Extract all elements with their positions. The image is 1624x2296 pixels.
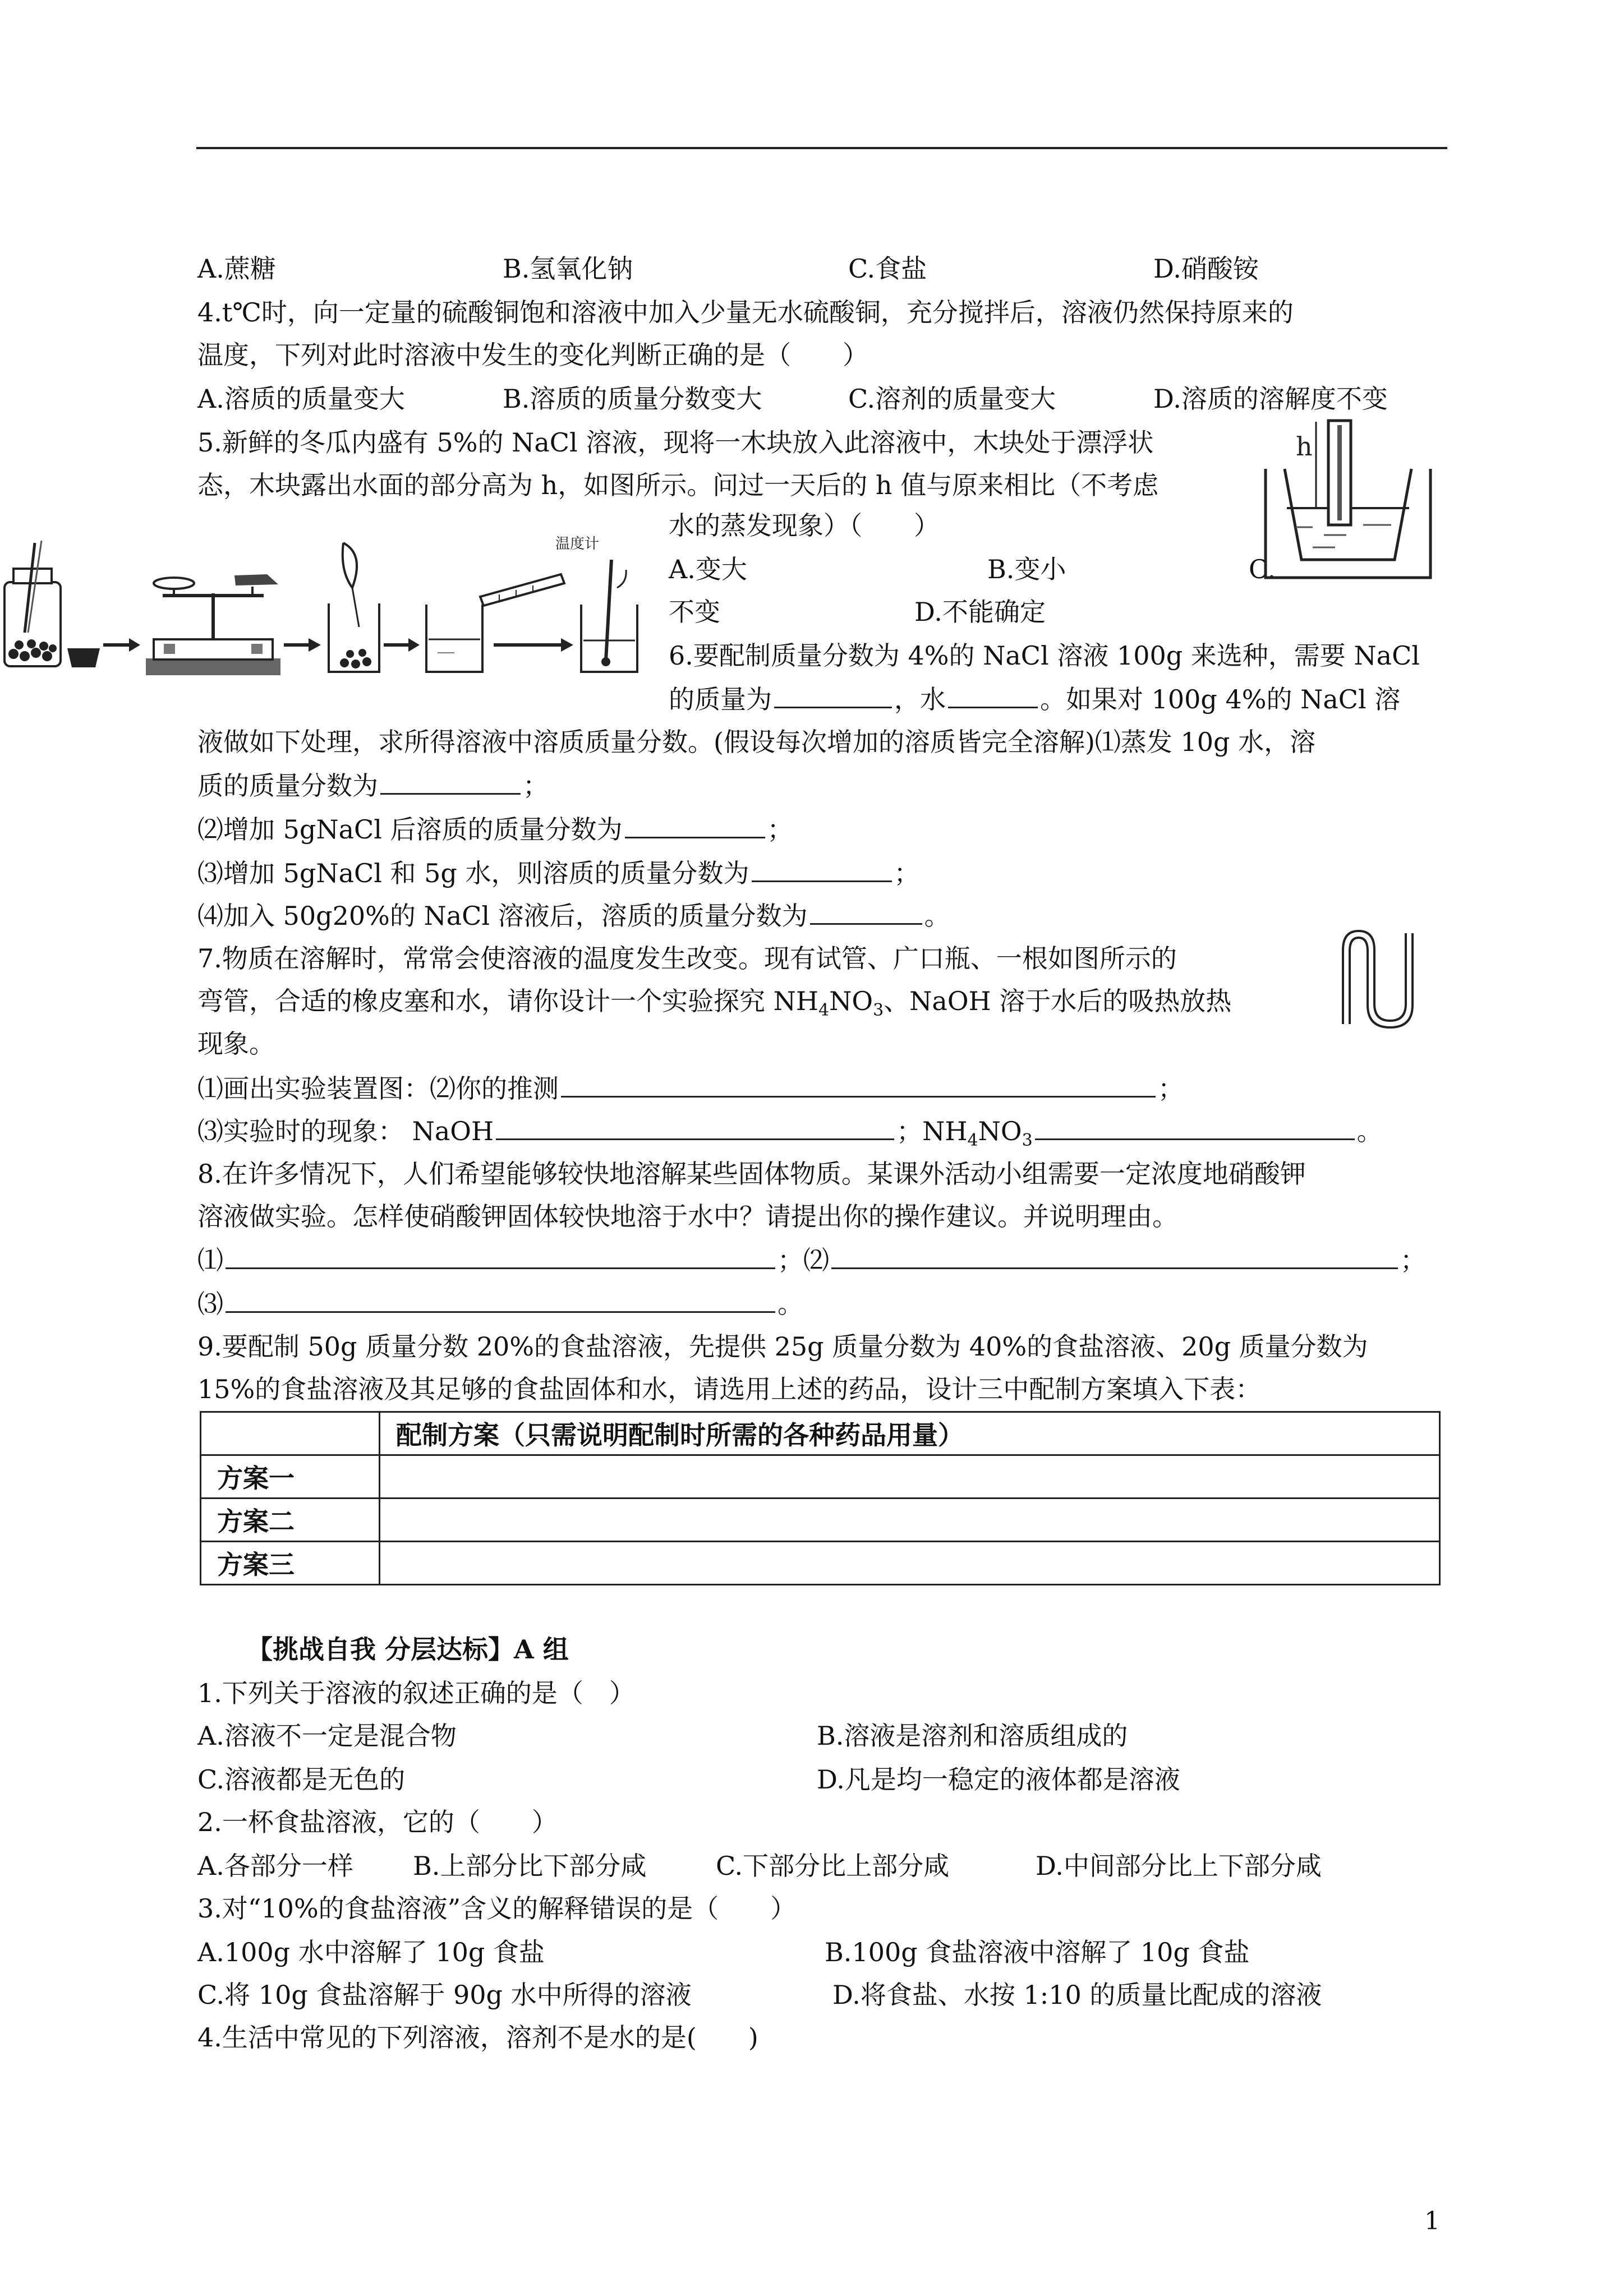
answer-blank[interactable] <box>561 1070 1156 1098</box>
q5-line2: 态，木块露出水面的部分高为 h，如图所示。问过一天后的 h 值与原来相比（不考虑 <box>197 470 1159 500</box>
q9-line1: 9.要配制 50g 质量分数 20%的食盐溶液，先提供 25g 质量分数为 40%的食盐溶液、20g 质量分数为 <box>197 1331 1368 1362</box>
plan-row-label: 方案三 <box>201 1542 380 1585</box>
q4-option-a: A.溶质的质量变大 <box>197 384 405 414</box>
q6-line1: 6.要配制质量分数为 4%的 NaCl 溶液 100g 来选种，需要 NaCl <box>669 640 1420 671</box>
q6-sub4-text: ⑷加入 50g20%的 NaCl 溶液后，溶质的质量分数为 <box>197 901 808 931</box>
q6-sub2-text: ⑵增加 5gNaCl 后溶质的质量分数为 <box>197 814 623 845</box>
dissolution-process-figure <box>0 520 651 689</box>
q7-sub1-text: ⑴画出实验装置图：⑵你的推测 <box>197 1073 559 1104</box>
q4-line1: 4.t℃时，向一定量的硫酸铜饱和溶液中加入少量无水硫酸铜，充分搅拌后，溶液仍然保持原来的 <box>197 297 1294 328</box>
q8-sub1-text: ⑴ <box>197 1245 223 1275</box>
plan-table <box>200 1411 1441 1585</box>
q8-sub2-text: ；⑵ <box>778 1245 829 1275</box>
a3-option-b: B.100g 食盐溶液中溶解了 10g 食盐 <box>825 1937 1250 1967</box>
section-title: 【挑战自我 分层达标】A 组 <box>247 1634 569 1665</box>
table-row <box>201 1412 1440 1455</box>
q8-sub1-2 <box>197 1242 1426 1278</box>
a1-option-d: D.凡是均一稳定的液体都是溶液 <box>817 1764 1180 1795</box>
a3-option-a: A.100g 水中溶解了 10g 食盐 <box>197 1937 545 1967</box>
a4-stem: 4.生活中常见的下列溶液，溶剂不是水的是( ) <box>197 2022 758 2053</box>
fig-thermometer-label: 温度计 <box>555 536 600 552</box>
a2-option-a: A.各部分一样 <box>197 1851 353 1881</box>
q9-line2: 15%的食盐溶液及其足够的食盐固体和水，请选用上述的药品，设计三中配制方案填入下表： <box>197 1374 1262 1404</box>
q8-sub3 <box>197 1285 803 1321</box>
answer-blank[interactable] <box>625 811 765 838</box>
a1-option-b: B.溶液是溶剂和溶质组成的 <box>817 1721 1128 1751</box>
q8-line2: 溶液做实验。怎样使硝酸钾固体较快地溶于水中？请提出你的操作建议。并说明理由。 <box>197 1201 1178 1232</box>
q7-sub3: 3 <box>873 1001 884 1021</box>
q6-line4-text: 质的质量分数为 <box>197 771 378 801</box>
q5-line3: 水的蒸发现象）（ ） <box>669 510 940 541</box>
table-row <box>201 1499 1440 1542</box>
q6-sub4 <box>197 897 950 933</box>
q7-sub3b: ；NH <box>896 1116 968 1146</box>
q4-option-b: B.溶质的质量分数变大 <box>503 384 762 414</box>
q6-line2 <box>669 681 1400 717</box>
q7-sub4: 4 <box>967 1131 978 1151</box>
answer-blank[interactable] <box>226 1285 775 1313</box>
q7-line1: 7.物质在溶解时，常常会使溶液的温度发生改变。现有试管、广口瓶、一根如图所示的 <box>197 943 1177 974</box>
q7-no: NO <box>829 986 873 1016</box>
a2-option-d: D.中间部分比上下部分咸 <box>1036 1851 1322 1881</box>
q8-period: 。 <box>778 1289 803 1319</box>
answer-blank[interactable] <box>810 897 922 925</box>
answer-blank[interactable] <box>774 681 892 708</box>
answer-blank[interactable] <box>1035 1113 1355 1140</box>
q8-line1: 8.在许多情况下，人们希望能够较快地溶解某些固体物质。某课外活动小组需要一定浓度地硝酸钾 <box>197 1159 1306 1189</box>
a2-option-c: C.下部分比上部分咸 <box>716 1851 950 1881</box>
table-cell <box>201 1412 380 1455</box>
q4-line2: 温度，下列对此时溶液中发生的变化判断正确的是（ ） <box>197 340 868 370</box>
q7-no: NO <box>978 1116 1022 1146</box>
plan-answer-cell[interactable] <box>380 1455 1440 1499</box>
q5-line1: 5.新鲜的冬瓜内盛有 5%的 NaCl 溶液，现将一木块放入此溶液中，木块处于漂浮状 <box>197 427 1154 458</box>
table-header: 配制方案（只需说明配制时所需的各种药品用量） <box>380 1412 1440 1455</box>
a2-option-b: B.上部分比下部分咸 <box>413 1851 647 1881</box>
answer-blank[interactable] <box>831 1242 1398 1269</box>
bent-tube-figure <box>1335 925 1425 1032</box>
a3-option-d: D.将食盐、水按 1:10 的质量比配成的溶液 <box>832 1980 1322 2010</box>
q7-period: 。 <box>1356 1116 1383 1146</box>
plan-answer-cell[interactable] <box>380 1542 1440 1585</box>
q6-period: 。 <box>924 901 950 931</box>
q5-option-d: D.不能确定 <box>914 597 1046 627</box>
answer-blank[interactable] <box>496 1113 894 1140</box>
q6-sub2 <box>197 811 793 847</box>
q4-option-c: C.溶剂的质量变大 <box>848 384 1056 414</box>
a3-stem: 3.对“10%的食盐溶液”含义的解释错误的是（ ） <box>197 1893 797 1924</box>
header-rule <box>196 147 1447 149</box>
q7-line2b: 、NaOH 溶于水后的吸热放热 <box>884 986 1232 1016</box>
a1-stem: 1.下列关于溶液的叙述正确的是（ ） <box>197 1678 635 1708</box>
answer-blank[interactable] <box>226 1242 775 1269</box>
q3-option-a: A.蔗糖 <box>197 253 276 284</box>
answer-blank[interactable] <box>380 767 521 795</box>
a2-stem: 2.一杯食盐溶液，它的（ ） <box>197 1807 558 1837</box>
fig-h-label: h <box>1296 431 1313 462</box>
page-number: 1 <box>1424 2207 1440 2235</box>
q5-option-c-text: 不变 <box>669 597 720 627</box>
q5-option-b: B.变小 <box>987 554 1066 584</box>
q6-semicolon: ； <box>523 771 549 801</box>
q7-line2 <box>197 984 1231 1028</box>
q7-sub4: 4 <box>818 1001 830 1021</box>
plan-answer-cell[interactable] <box>380 1499 1440 1542</box>
q6-semicolon: ； <box>894 858 920 888</box>
q6-sub3 <box>197 855 920 891</box>
q8-sub3-text: ⑶ <box>197 1289 223 1319</box>
q7-sub3a: ⑶实验时的现象： NaOH <box>197 1116 494 1146</box>
q7-line3: 现象。 <box>197 1029 275 1059</box>
q5-option-c: C. <box>1249 554 1276 584</box>
q6-line2c: 。如果对 100g 4%的 NaCl 溶 <box>1040 684 1401 714</box>
q8-semicolon: ； <box>1400 1245 1426 1275</box>
floating-block-figure <box>1262 415 1436 583</box>
table-row <box>201 1455 1440 1499</box>
q3-option-d: D.硝酸铵 <box>1153 253 1259 284</box>
q6-line2b: ，水 <box>894 684 946 714</box>
q4-option-d: D.溶质的溶解度不变 <box>1153 384 1388 414</box>
q6-line3: 液做如下处理，求所得溶液中溶质质量分数。(假设每次增加的溶质皆完全溶解)⑴蒸发 10g 水，溶 <box>197 727 1316 757</box>
table-row <box>201 1542 1440 1585</box>
q7-semicolon: ； <box>1158 1073 1184 1104</box>
q5-option-a: A.变大 <box>669 554 747 584</box>
plan-row-label: 方案一 <box>201 1455 380 1499</box>
plan-row-label: 方案二 <box>201 1499 380 1542</box>
q7-line2a: 弯管，合适的橡皮塞和水，请你设计一个实验探究 NH <box>197 986 818 1016</box>
answer-blank[interactable] <box>752 855 892 882</box>
a1-option-c: C.溶液都是无色的 <box>197 1764 406 1795</box>
a3-option-c: C.将 10g 食盐溶解于 90g 水中所得的溶液 <box>197 1980 692 2010</box>
q7-sub3: 3 <box>1022 1131 1033 1151</box>
q3-option-b: B.氢氧化钠 <box>503 253 633 284</box>
answer-blank[interactable] <box>948 681 1038 708</box>
a1-option-a: A.溶液不一定是混合物 <box>197 1721 457 1751</box>
q6-line2a: 的质量为 <box>669 684 772 714</box>
q3-option-c: C.食盐 <box>848 253 927 284</box>
q6-semicolon: ； <box>767 814 793 845</box>
q7-sub3 <box>197 1113 1383 1158</box>
q6-line4 <box>197 767 549 803</box>
q6-sub3-text: ⑶增加 5gNaCl 和 5g 水，则溶质的质量分数为 <box>197 858 749 888</box>
q7-sub1 <box>197 1070 1184 1106</box>
